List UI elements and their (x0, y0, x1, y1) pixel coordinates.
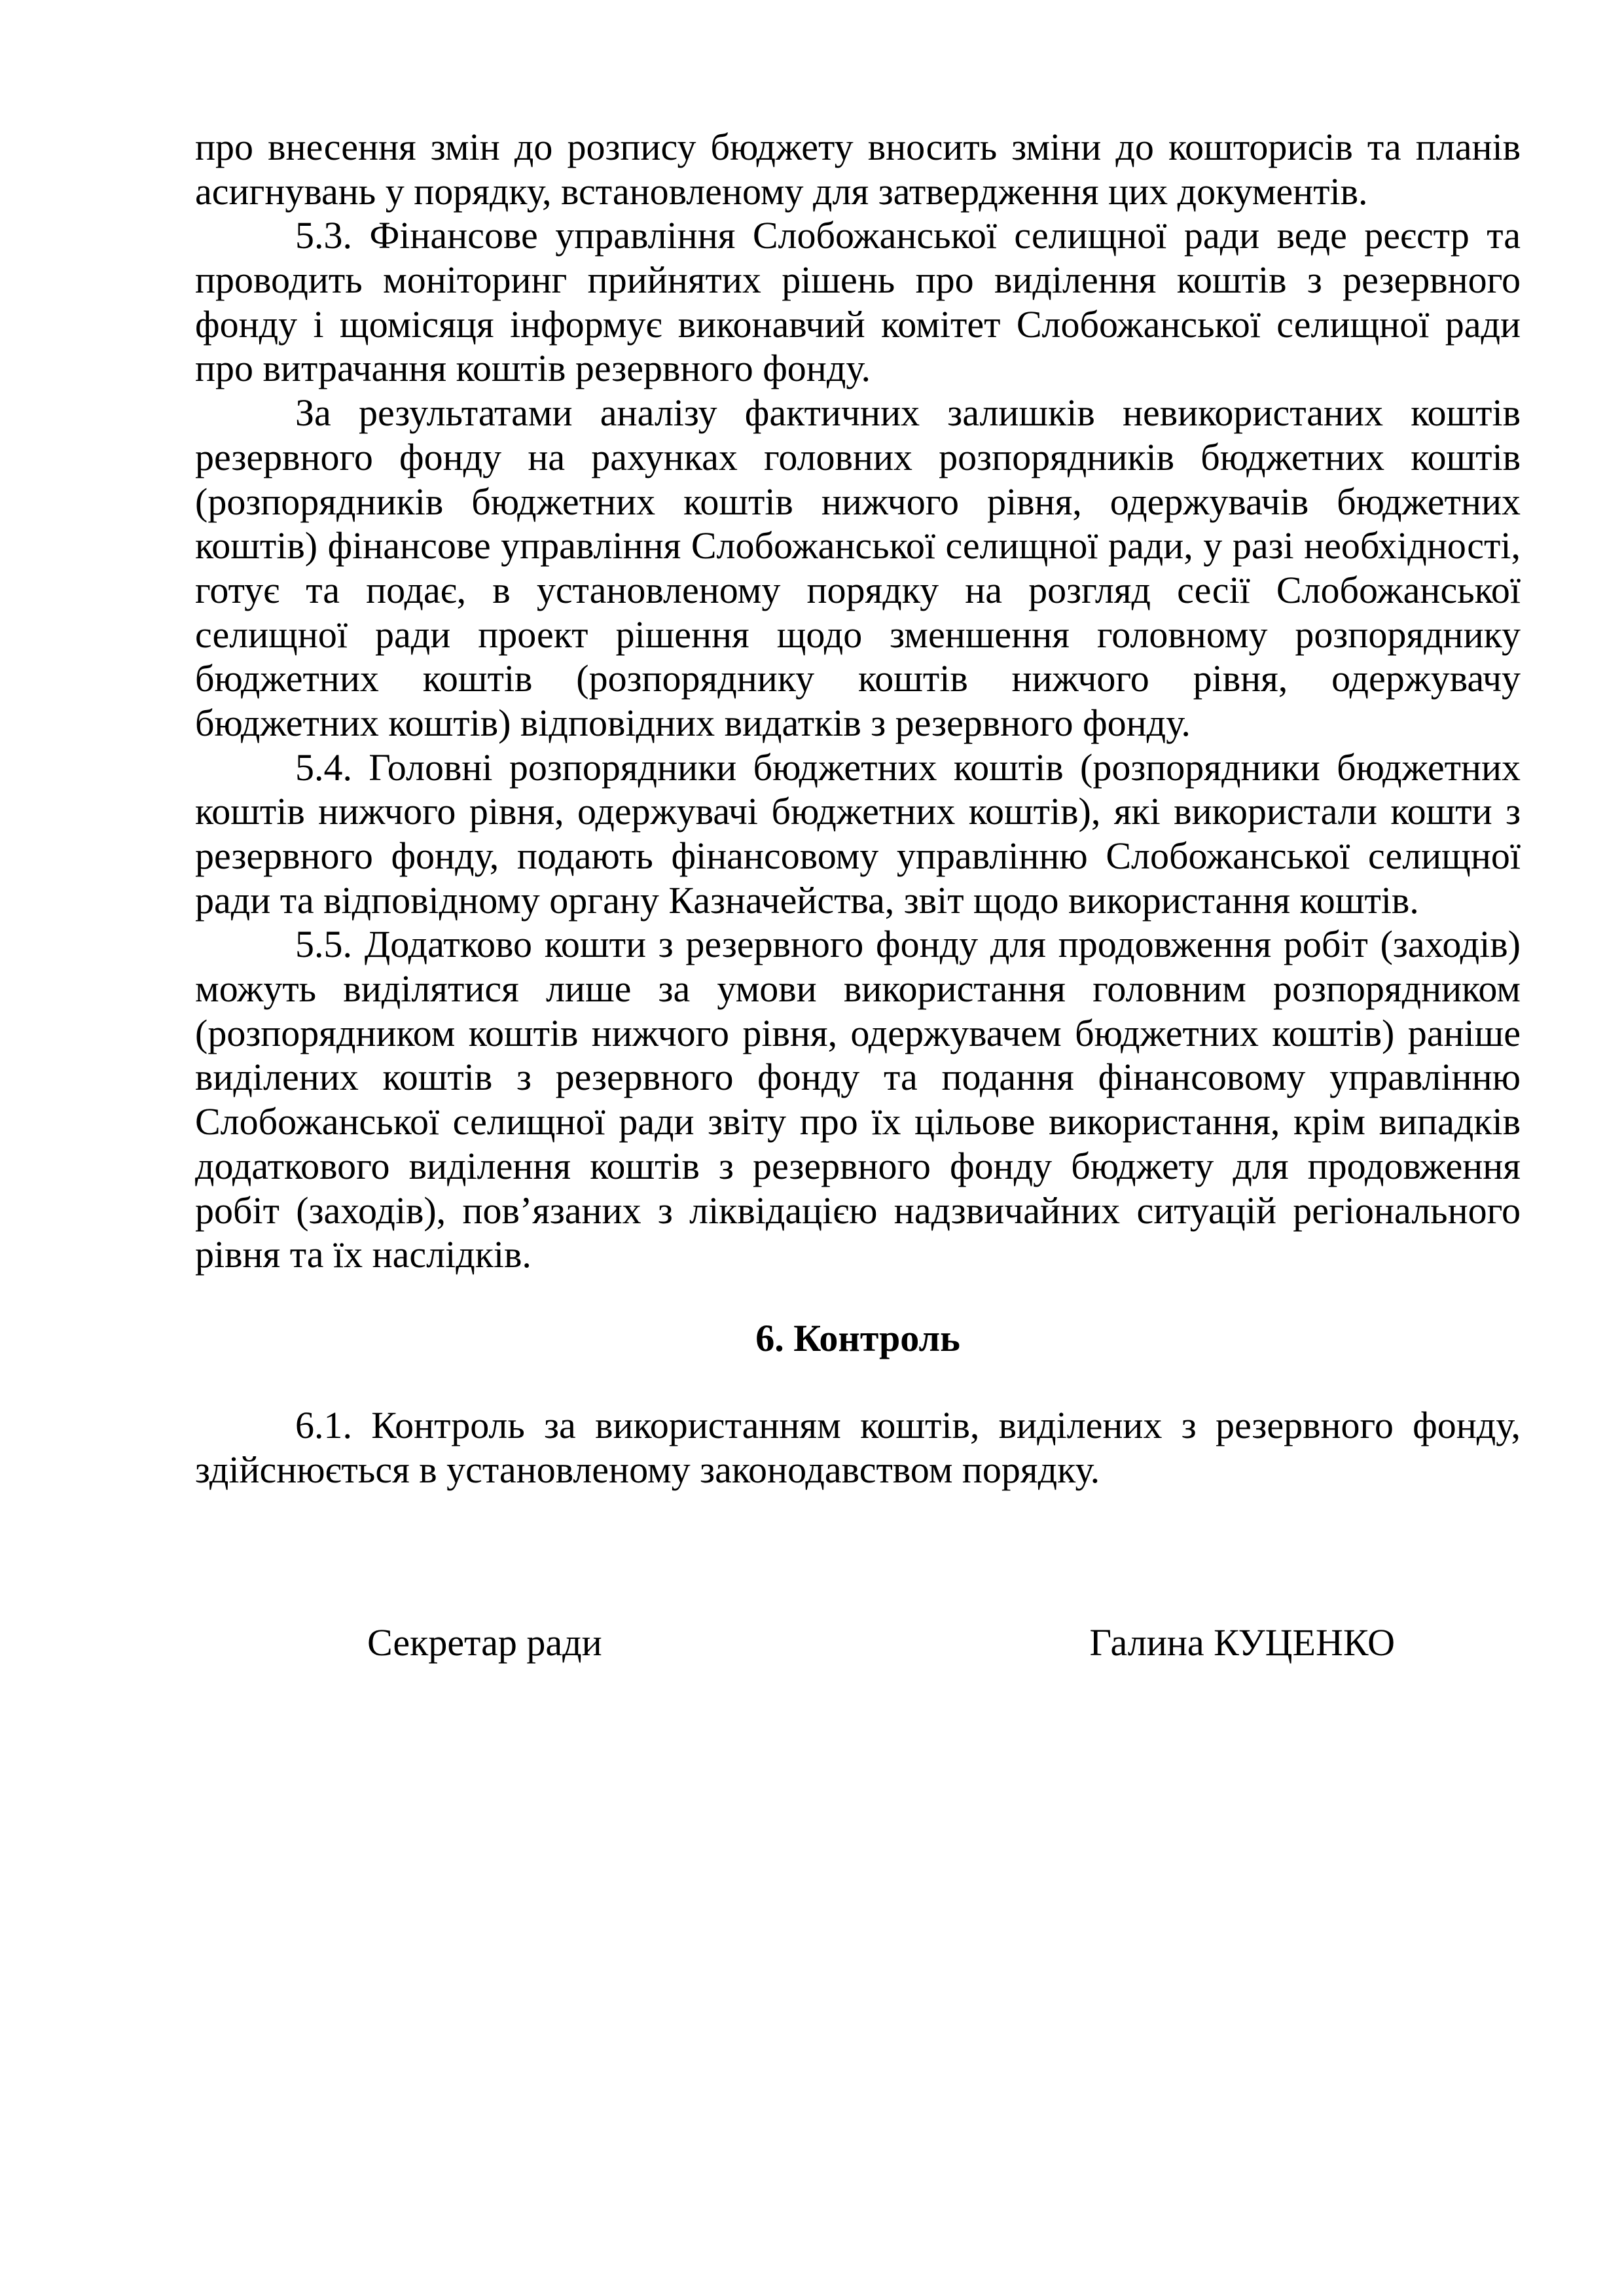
text-line: здійснюється в установленому законодавством порядку. (195, 1448, 1100, 1491)
text-line: ради та відповідному органу Казначейства, звіт щодо використання коштів. (195, 878, 1419, 922)
text-line: 5.5. Додатково кошти з резервного фонду для продовження робіт (заходів) (295, 923, 1521, 966)
text-line: рівня та їх наслідків. (195, 1233, 532, 1276)
signature-title: Секретар ради (367, 1621, 602, 1664)
text-line: 5.3. Фінансове управління Слобожанської селищної ради веде реєстр та (295, 214, 1521, 257)
text-line: (розпорядників бюджетних коштів нижчого рівня, одержувачів бюджетних (195, 480, 1521, 523)
text-line: бюджетних коштів) відповідних видатків з резервного фонду. (195, 701, 1191, 744)
text-line: (розпорядником коштів нижчого рівня, одержувачем бюджетних коштів) раніше (195, 1011, 1521, 1054)
text-line: 6.1. Контроль за використанням коштів, виділених з резервного фонду, (295, 1404, 1521, 1446)
section-heading: 6. Контроль (755, 1317, 960, 1359)
text-line: готує та подає, в установленому порядку на розгляд сесії Слобожанської (195, 568, 1521, 611)
text-line: додаткового виділення коштів з резервного фонду бюджету для продовження (195, 1144, 1521, 1187)
paragraph (195, 922, 1521, 1277)
paragraph (195, 1403, 1521, 1492)
text-line: можуть виділятися лише за умови використання головним розпорядником (195, 967, 1521, 1011)
text-line: резервного фонду, подають фінансовому управлінню Слобожанської селищної (195, 834, 1521, 877)
signature-name: Галина КУЦЕНКО (1089, 1621, 1395, 1664)
paragraph (195, 745, 1521, 923)
paragraph (195, 125, 1521, 213)
main-text (195, 125, 1521, 1277)
text-line: 5.4. Головні розпорядники бюджетних коштів (розпорядники бюджетних (295, 745, 1521, 789)
text-line: проводить моніторинг прийнятих рішень про виділення коштів з резервного (195, 259, 1521, 302)
text-line: Слобожанської селищної ради звіту про їх цільове використання, крім випадків (195, 1100, 1521, 1143)
text-line: селищної ради проект рішення щодо зменшення головному розпоряднику (195, 613, 1521, 656)
paragraph (195, 213, 1521, 391)
text-line: виділених коштів з резервного фонду та подання фінансовому управлінню (195, 1056, 1521, 1099)
text-line: За результатами аналізу фактичних залишків невикористаних коштів (295, 391, 1521, 435)
text-line: про витрачання коштів резервного фонду. (195, 347, 871, 390)
text-line: коштів) фінансове управління Слобожанської селищної ради, у разі необхідності, (195, 524, 1521, 567)
text-line: коштів нижчого рівня, одержувачі бюджетних коштів), які використали кошти з (195, 790, 1521, 833)
text-line: резервного фонду на рахунках головних розпорядників бюджетних коштів (195, 435, 1521, 478)
text-line: асигнувань у порядку, встановленому для затвердження цих документів. (195, 170, 1368, 213)
text-line: робіт (заходів), пов’язаних з ліквідацією надзвичайних ситуацій регіонального (195, 1189, 1521, 1232)
text-line: бюджетних коштів (розпоряднику коштів нижчого рівня, одержувачу (195, 657, 1521, 700)
paragraph (195, 391, 1521, 745)
text-line: фонду і щомісяця інформує виконавчий комітет Слобожанської селищної ради (195, 302, 1521, 346)
section-6-text (195, 1403, 1521, 1492)
text-line: про внесення змін до розпису бюджету вносить зміни до кошторисів та планів (195, 126, 1521, 168)
